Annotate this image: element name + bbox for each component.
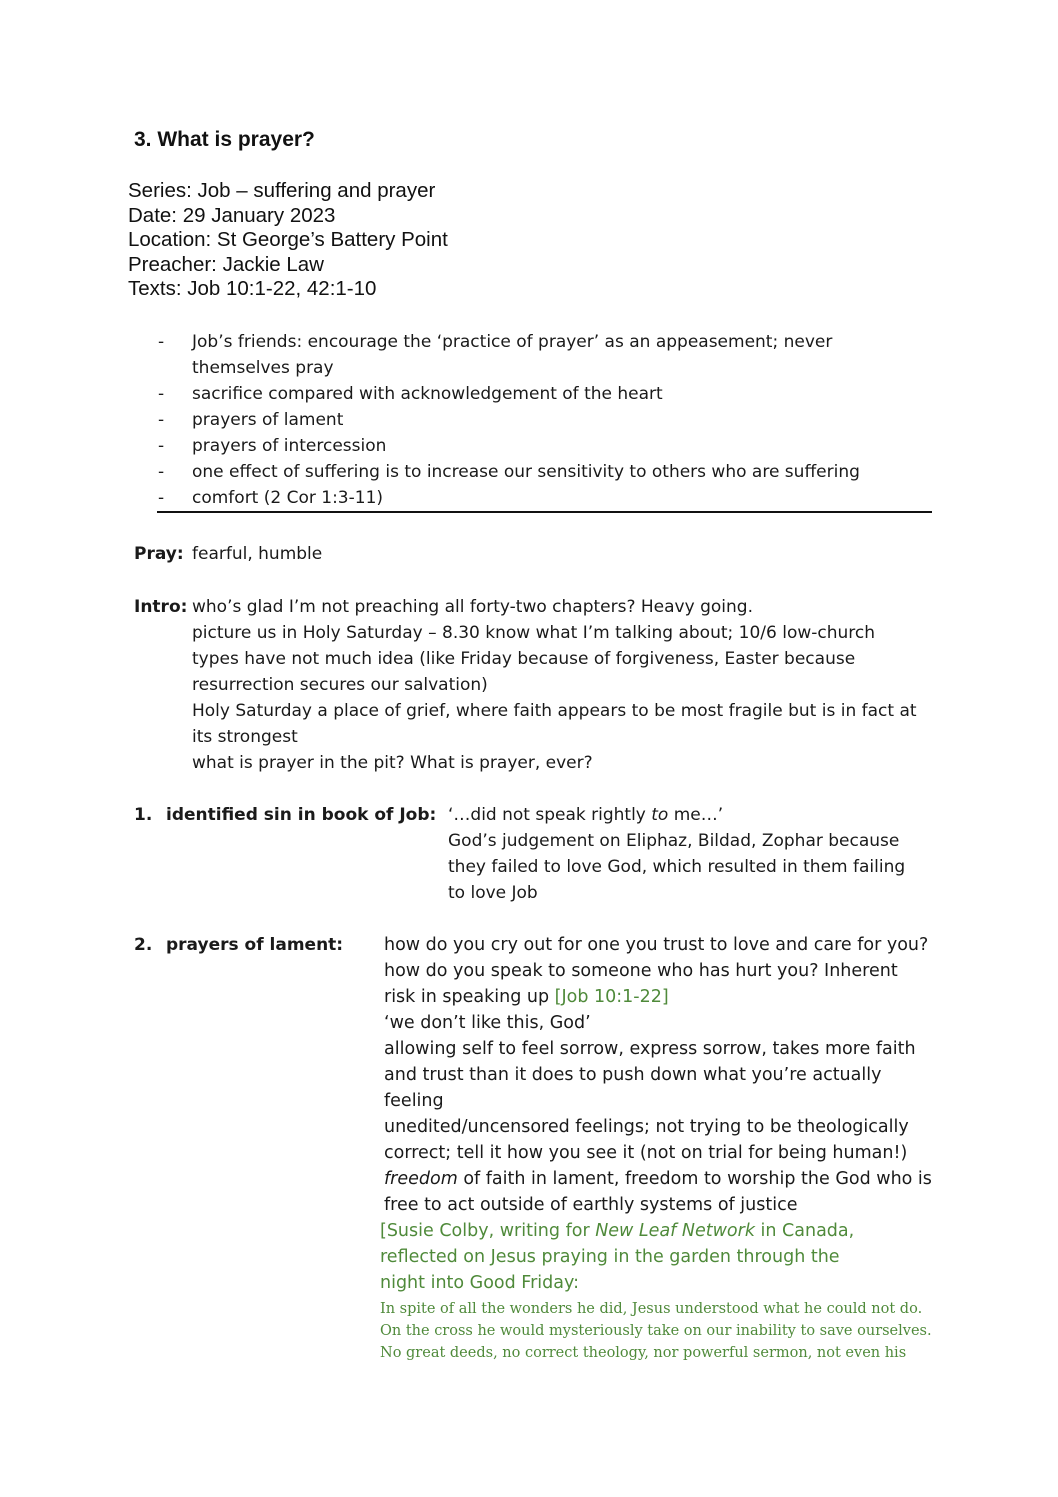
list-item: - Job’s friends: encourage the ‘practice of prayer’ as an appeasement; never themselves pray	[158, 332, 833, 378]
point-quote: ‘…did not speak rightly to me…’	[448, 805, 724, 825]
quote-line: On the cross he would mysteriously take on our inability to save ourselves.	[380, 1323, 932, 1339]
quote-line: In spite of all the wonders he did, Jesus understood what he could not do.	[380, 1301, 923, 1317]
series-line: Series: Job – suffering and prayer	[128, 179, 436, 202]
list-item: - prayers of intercession	[158, 436, 387, 456]
page-title: 3. What is prayer?	[134, 128, 315, 151]
bullet-list	[158, 329, 938, 511]
quote-attribution: [Susie Colby, writing for New Leaf Network in Canada, reflected on Jesus praying in the garden through the night into Good Friday:	[380, 1221, 855, 1293]
lament-line: how do you speak to someone who has hurt you? Inherent risk in speaking up [Job 10:1-22]	[384, 961, 898, 1007]
pray-label: Pray:	[134, 544, 184, 564]
list-item: - comfort (2 Cor 1:3-11)	[158, 488, 384, 508]
lament-line: unedited/uncensored feelings; not trying to be theologically correct; tell it how you see it (not on trial for being human!)	[384, 1117, 909, 1163]
intro-line: picture us in Holy Saturday – 8.30 know what I’m talking about; 10/6 low-church types have not much idea (like Friday because of forgiveness, Easter because resurrection secures our salvation)	[192, 623, 876, 695]
lament-line: allowing self to feel sorrow, express sorrow, takes more faith and trust than it does to push down what you’re actually feeling	[384, 1039, 916, 1111]
preacher-line: Preacher: Jackie Law	[128, 252, 324, 276]
scripture-reference: [Job 10:1-22]	[554, 987, 669, 1007]
list-item: - sacrifice compared with acknowledgement of the heart	[158, 384, 663, 404]
intro-line: who’s glad I’m not preaching all forty-two chapters? Heavy going.	[192, 597, 753, 617]
lament-line: how do you cry out for one you trust to love and care for you?	[384, 935, 929, 955]
list-item: - one effect of suffering is to increase our sensitivity to others who are suffering	[158, 462, 860, 482]
divider	[157, 511, 932, 513]
point-2	[134, 932, 944, 1372]
location-line: Location: St George’s Battery Point	[128, 228, 448, 251]
pray-text: fearful, humble	[192, 544, 323, 564]
intro-label: Intro:	[134, 597, 188, 617]
point-1	[134, 802, 934, 912]
date-line: Date: 29 January 2023	[128, 203, 336, 227]
quote-line: No great deeds, no correct theology, nor powerful sermon, not even his	[380, 1345, 907, 1361]
intro-line: what is prayer in the pit? What is prayer, ever?	[192, 753, 593, 773]
sermon-metadata	[128, 179, 448, 302]
quote-body	[380, 1298, 940, 1364]
point-number: 1.	[134, 805, 153, 825]
intro-section	[134, 594, 934, 774]
lament-line: ‘we don’t like this, God’	[384, 1013, 591, 1033]
lament-line: freedom of faith in lament, freedom to worship the God who is free to act outside of earthly systems of justice	[384, 1169, 932, 1215]
list-item: - prayers of lament	[158, 410, 344, 430]
point-text: God’s judgement on Eliphaz, Bildad, Zophar because they failed to love God, which resulted in them failing to love Job	[448, 831, 906, 903]
texts-line: Texts: Job 10:1-22, 42:1-10	[128, 277, 377, 300]
point-label: identified sin in book of Job:	[166, 805, 437, 825]
point-number: 2.	[134, 935, 153, 955]
point-label: prayers of lament:	[166, 935, 344, 955]
intro-line: Holy Saturday a place of grief, where faith appears to be most fragile but is in fact at its strongest	[192, 701, 917, 747]
